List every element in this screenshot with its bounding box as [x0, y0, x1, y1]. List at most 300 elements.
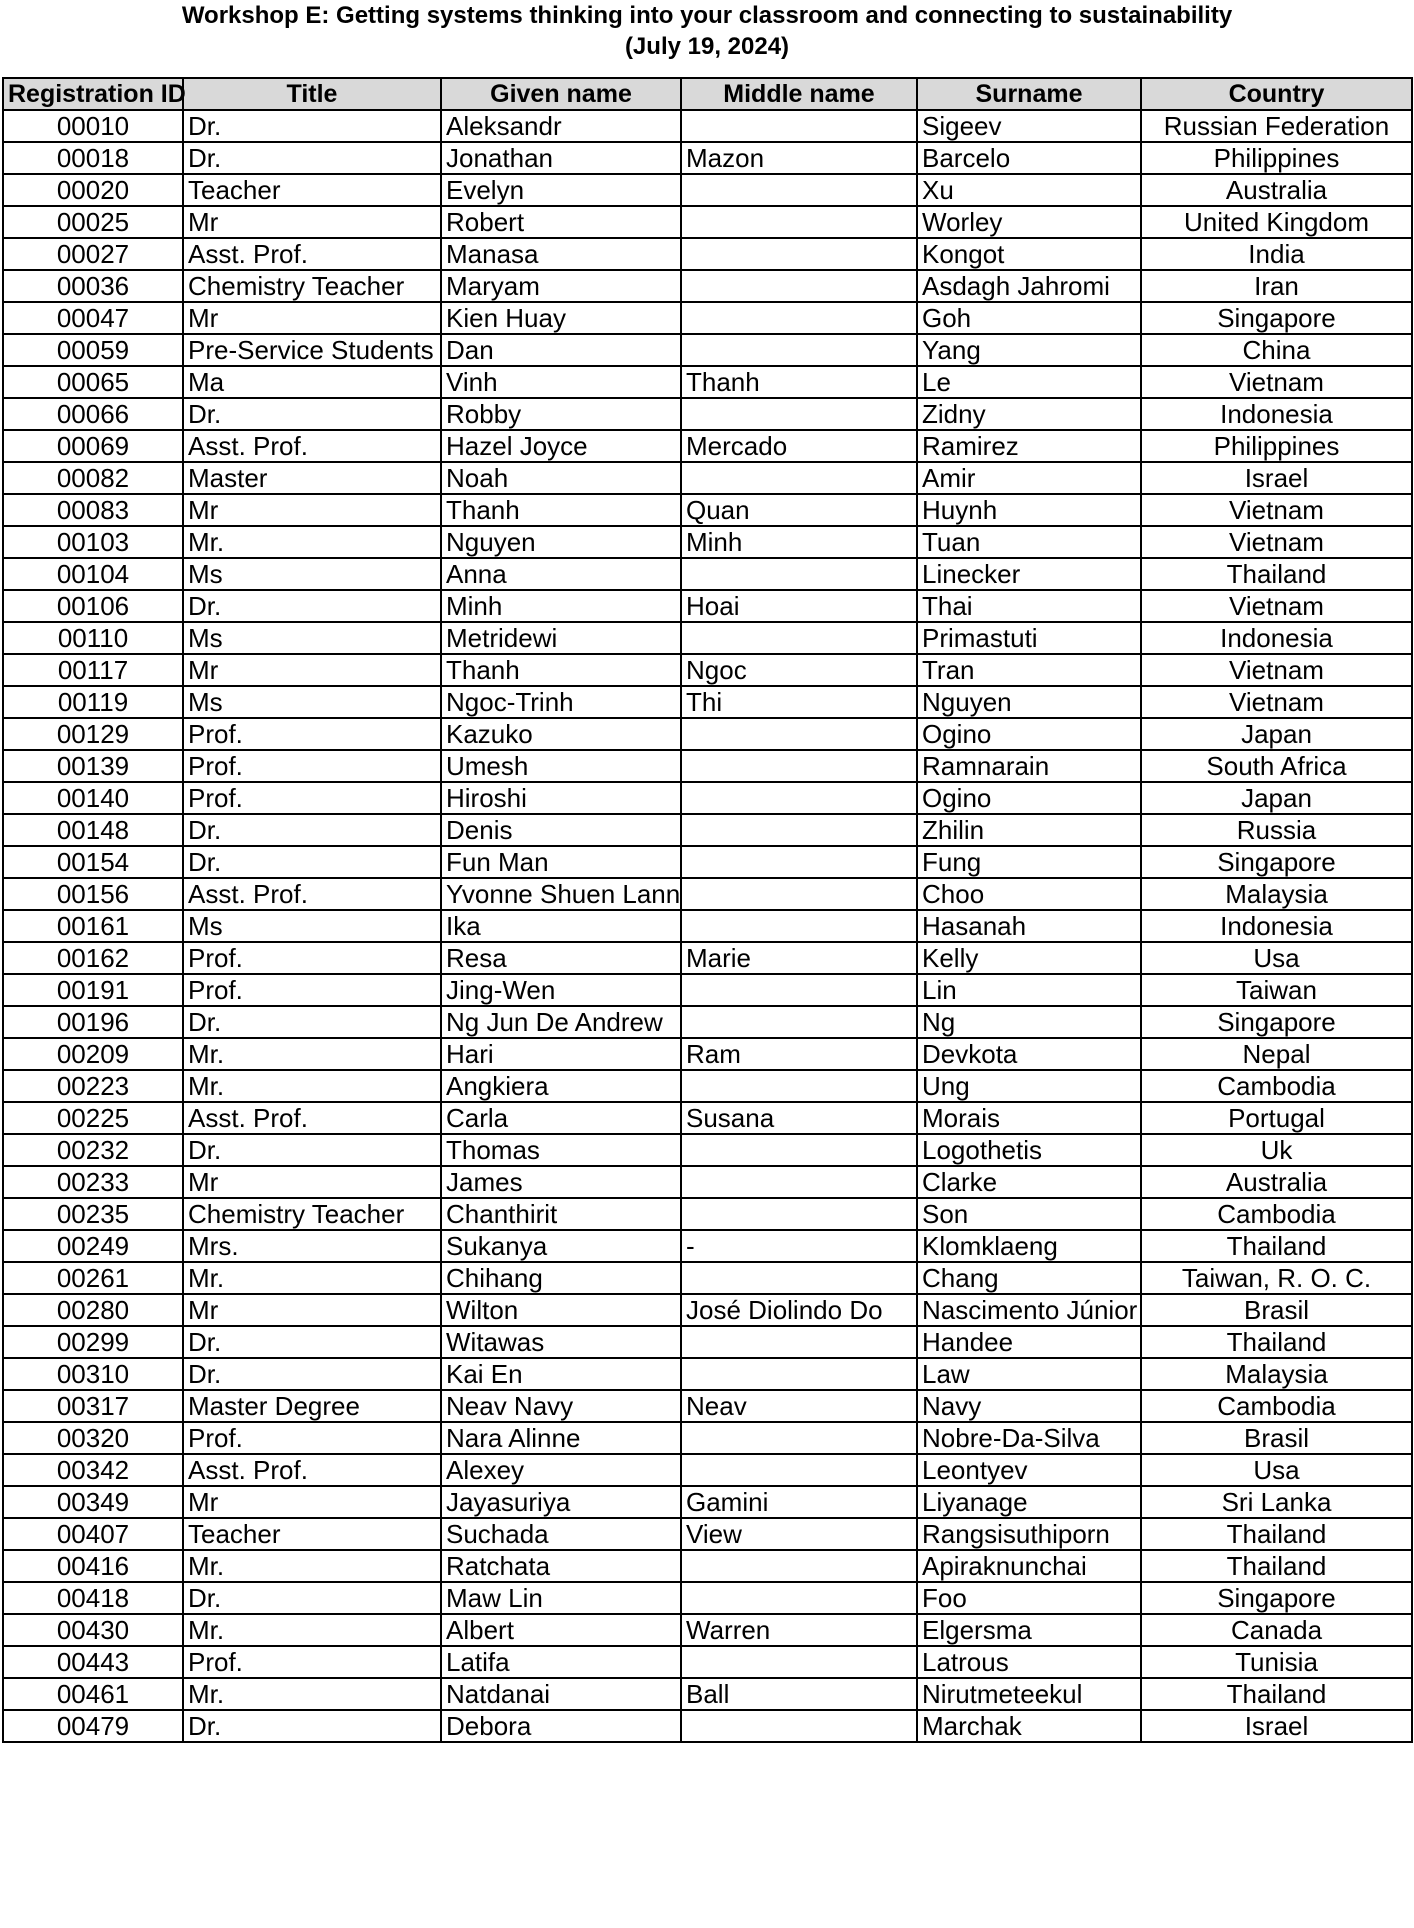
title-cell: Pre-Service Students — [183, 334, 441, 366]
country-cell: Vietnam — [1141, 686, 1412, 718]
given-name-cell: Evelyn — [441, 174, 681, 206]
given-name-cell: Robby — [441, 398, 681, 430]
given-name-cell: Noah — [441, 462, 681, 494]
surname-cell: Nobre-Da-Silva — [917, 1422, 1141, 1454]
table-row — [3, 1390, 1412, 1422]
country-cell: Philippines — [1141, 430, 1412, 462]
registration-id-cell: 00154 — [3, 846, 183, 878]
registration-id-cell: 00018 — [3, 142, 183, 174]
surname-cell: Nguyen — [917, 686, 1141, 718]
country-cell: Indonesia — [1141, 398, 1412, 430]
given-name-cell: Resa — [441, 942, 681, 974]
given-name-cell: Wilton — [441, 1294, 681, 1326]
given-name-cell: Dan — [441, 334, 681, 366]
country-cell: Singapore — [1141, 1582, 1412, 1614]
table-row — [3, 814, 1412, 846]
surname-cell: Klomklaeng — [917, 1230, 1141, 1262]
country-cell: Indonesia — [1141, 622, 1412, 654]
title-cell: Mr. — [183, 1038, 441, 1070]
country-cell: India — [1141, 238, 1412, 270]
country-cell: Thailand — [1141, 558, 1412, 590]
country-cell: China — [1141, 334, 1412, 366]
surname-cell: Fung — [917, 846, 1141, 878]
header-registration-id: Registration ID — [3, 78, 183, 110]
table-row — [3, 1486, 1412, 1518]
middle-name-cell — [681, 1134, 917, 1166]
given-name-cell: Witawas — [441, 1326, 681, 1358]
title-cell: Dr. — [183, 1006, 441, 1038]
middle-name-cell — [681, 270, 917, 302]
middle-name-cell — [681, 814, 917, 846]
middle-name-cell — [681, 1070, 917, 1102]
registration-id-cell: 00083 — [3, 494, 183, 526]
registration-id-cell: 00479 — [3, 1710, 183, 1742]
country-cell: Australia — [1141, 174, 1412, 206]
table-row — [3, 270, 1412, 302]
registration-id-cell: 00162 — [3, 942, 183, 974]
title-cell: Prof. — [183, 942, 441, 974]
surname-cell: Le — [917, 366, 1141, 398]
middle-name-cell: Mazon — [681, 142, 917, 174]
registration-id-cell: 00010 — [3, 110, 183, 142]
given-name-cell: Sukanya — [441, 1230, 681, 1262]
registration-id-cell: 00027 — [3, 238, 183, 270]
given-name-cell: Ngoc-Trinh — [441, 686, 681, 718]
middle-name-cell: Gamini — [681, 1486, 917, 1518]
country-cell: Cambodia — [1141, 1198, 1412, 1230]
registration-id-cell: 00299 — [3, 1326, 183, 1358]
middle-name-cell — [681, 174, 917, 206]
table-row — [3, 1262, 1412, 1294]
surname-cell: Ung — [917, 1070, 1141, 1102]
title-cell: Mr. — [183, 526, 441, 558]
middle-name-cell — [681, 1454, 917, 1486]
registration-id-cell: 00430 — [3, 1614, 183, 1646]
registration-id-cell: 00139 — [3, 750, 183, 782]
surname-cell: Ramirez — [917, 430, 1141, 462]
middle-name-cell: Thanh — [681, 366, 917, 398]
title-cell: Chemistry Teacher — [183, 1198, 441, 1230]
given-name-cell: Neav Navy — [441, 1390, 681, 1422]
table-row — [3, 1550, 1412, 1582]
middle-name-cell — [681, 302, 917, 334]
title-cell: Asst. Prof. — [183, 1454, 441, 1486]
given-name-cell: Thanh — [441, 654, 681, 686]
registration-id-cell: 00020 — [3, 174, 183, 206]
table-row — [3, 1678, 1412, 1710]
country-cell: Vietnam — [1141, 494, 1412, 526]
middle-name-cell: Thi — [681, 686, 917, 718]
title-cell: Prof. — [183, 974, 441, 1006]
registration-id-cell: 00418 — [3, 1582, 183, 1614]
country-cell: Cambodia — [1141, 1390, 1412, 1422]
table-row — [3, 1070, 1412, 1102]
surname-cell: Thai — [917, 590, 1141, 622]
given-name-cell: Ika — [441, 910, 681, 942]
title-cell: Teacher — [183, 1518, 441, 1550]
given-name-cell: Hari — [441, 1038, 681, 1070]
surname-cell: Kelly — [917, 942, 1141, 974]
table-row — [3, 750, 1412, 782]
given-name-cell: Suchada — [441, 1518, 681, 1550]
given-name-cell: Nguyen — [441, 526, 681, 558]
given-name-cell: Latifa — [441, 1646, 681, 1678]
title-cell: Dr. — [183, 1582, 441, 1614]
country-cell: Indonesia — [1141, 910, 1412, 942]
given-name-cell: Fun Man — [441, 846, 681, 878]
table-header — [3, 78, 1412, 110]
table-row — [3, 366, 1412, 398]
registration-id-cell: 00104 — [3, 558, 183, 590]
middle-name-cell: - — [681, 1230, 917, 1262]
middle-name-cell — [681, 110, 917, 142]
country-cell: Canada — [1141, 1614, 1412, 1646]
registration-id-cell: 00407 — [3, 1518, 183, 1550]
country-cell: Philippines — [1141, 142, 1412, 174]
title-cell: Mr. — [183, 1262, 441, 1294]
country-cell: Cambodia — [1141, 1070, 1412, 1102]
title-cell: Prof. — [183, 718, 441, 750]
registration-id-cell: 00161 — [3, 910, 183, 942]
registration-id-cell: 00059 — [3, 334, 183, 366]
registration-id-cell: 00129 — [3, 718, 183, 750]
surname-cell: Ng — [917, 1006, 1141, 1038]
middle-name-cell — [681, 1646, 917, 1678]
surname-cell: Marchak — [917, 1710, 1141, 1742]
middle-name-cell — [681, 878, 917, 910]
surname-cell: Barcelo — [917, 142, 1141, 174]
given-name-cell: Thomas — [441, 1134, 681, 1166]
surname-cell: Lin — [917, 974, 1141, 1006]
table-row — [3, 1326, 1412, 1358]
middle-name-cell: Susana — [681, 1102, 917, 1134]
registration-id-cell: 00065 — [3, 366, 183, 398]
table-row — [3, 142, 1412, 174]
title-cell: Mr — [183, 494, 441, 526]
country-cell: Singapore — [1141, 1006, 1412, 1038]
surname-cell: Son — [917, 1198, 1141, 1230]
table-row — [3, 1006, 1412, 1038]
country-cell: Taiwan — [1141, 974, 1412, 1006]
middle-name-cell: José Diolindo Do — [681, 1294, 917, 1326]
country-cell: Vietnam — [1141, 366, 1412, 398]
country-cell: United Kingdom — [1141, 206, 1412, 238]
title-cell: Ms — [183, 686, 441, 718]
given-name-cell: Nara Alinne — [441, 1422, 681, 1454]
registration-id-cell: 00261 — [3, 1262, 183, 1294]
title-cell: Asst. Prof. — [183, 1102, 441, 1134]
country-cell: Vietnam — [1141, 590, 1412, 622]
table-row — [3, 526, 1412, 558]
surname-cell: Amir — [917, 462, 1141, 494]
registration-id-cell: 00196 — [3, 1006, 183, 1038]
middle-name-cell — [681, 206, 917, 238]
country-cell: Singapore — [1141, 846, 1412, 878]
given-name-cell: Kai En — [441, 1358, 681, 1390]
table-row — [3, 206, 1412, 238]
country-cell: Thailand — [1141, 1518, 1412, 1550]
given-name-cell: Minh — [441, 590, 681, 622]
surname-cell: Ramnarain — [917, 750, 1141, 782]
surname-cell: Tran — [917, 654, 1141, 686]
middle-name-cell — [681, 1710, 917, 1742]
middle-name-cell: Ngoc — [681, 654, 917, 686]
country-cell: Singapore — [1141, 302, 1412, 334]
country-cell: South Africa — [1141, 750, 1412, 782]
registration-table — [2, 77, 1413, 1743]
title-cell: Mr — [183, 1166, 441, 1198]
surname-cell: Morais — [917, 1102, 1141, 1134]
table-row — [3, 590, 1412, 622]
surname-cell: Primastuti — [917, 622, 1141, 654]
registration-id-cell: 00342 — [3, 1454, 183, 1486]
title-cell: Mr — [183, 302, 441, 334]
title-cell: Mr. — [183, 1550, 441, 1582]
table-row — [3, 558, 1412, 590]
given-name-cell: Debora — [441, 1710, 681, 1742]
given-name-cell: Albert — [441, 1614, 681, 1646]
table-row — [3, 1198, 1412, 1230]
title-cell: Dr. — [183, 1134, 441, 1166]
country-cell: Usa — [1141, 942, 1412, 974]
registration-id-cell: 00082 — [3, 462, 183, 494]
registration-id-cell: 00106 — [3, 590, 183, 622]
given-name-cell: Maryam — [441, 270, 681, 302]
given-name-cell: Yvonne Shuen Lann — [441, 878, 681, 910]
table-row — [3, 782, 1412, 814]
table-row — [3, 494, 1412, 526]
surname-cell: Liyanage — [917, 1486, 1141, 1518]
country-cell: Tunisia — [1141, 1646, 1412, 1678]
registration-id-cell: 00069 — [3, 430, 183, 462]
title-cell: Asst. Prof. — [183, 430, 441, 462]
middle-name-cell: Ram — [681, 1038, 917, 1070]
registration-id-cell: 00156 — [3, 878, 183, 910]
table-row — [3, 334, 1412, 366]
surname-cell: Foo — [917, 1582, 1141, 1614]
surname-cell: Sigeev — [917, 110, 1141, 142]
middle-name-cell — [681, 974, 917, 1006]
given-name-cell: Metridewi — [441, 622, 681, 654]
country-cell: Nepal — [1141, 1038, 1412, 1070]
registration-id-cell: 00232 — [3, 1134, 183, 1166]
registration-id-cell: 00223 — [3, 1070, 183, 1102]
title-cell: Ms — [183, 558, 441, 590]
given-name-cell: Chihang — [441, 1262, 681, 1294]
table-row — [3, 398, 1412, 430]
country-cell: Israel — [1141, 462, 1412, 494]
surname-cell: Huynh — [917, 494, 1141, 526]
country-cell: Russia — [1141, 814, 1412, 846]
country-cell: Uk — [1141, 1134, 1412, 1166]
middle-name-cell — [681, 622, 917, 654]
title-cell: Teacher — [183, 174, 441, 206]
title-line-1: Workshop E: Getting systems thinking into your classroom and connecting to sustainability — [181, 2, 1233, 29]
title-cell: Asst. Prof. — [183, 238, 441, 270]
middle-name-cell — [681, 750, 917, 782]
table-row — [3, 686, 1412, 718]
surname-cell: Yang — [917, 334, 1141, 366]
title-cell: Master Degree — [183, 1390, 441, 1422]
surname-cell: Chang — [917, 1262, 1141, 1294]
country-cell: Taiwan, R. O. C. — [1141, 1262, 1412, 1294]
country-cell: Thailand — [1141, 1230, 1412, 1262]
header-row — [3, 78, 1412, 110]
middle-name-cell — [681, 1326, 917, 1358]
title-cell: Dr. — [183, 846, 441, 878]
country-cell: Malaysia — [1141, 878, 1412, 910]
table-row — [3, 1646, 1412, 1678]
header-surname: Surname — [917, 78, 1141, 110]
surname-cell: Apiraknunchai — [917, 1550, 1141, 1582]
table-row — [3, 878, 1412, 910]
table-row — [3, 654, 1412, 686]
table-row — [3, 974, 1412, 1006]
header-country: Country — [1141, 78, 1412, 110]
registration-id-cell: 00280 — [3, 1294, 183, 1326]
surname-cell: Ogino — [917, 718, 1141, 750]
registration-id-cell: 00103 — [3, 526, 183, 558]
table-row — [3, 622, 1412, 654]
middle-name-cell — [681, 1166, 917, 1198]
surname-cell: Xu — [917, 174, 1141, 206]
given-name-cell: Alexey — [441, 1454, 681, 1486]
country-cell: Vietnam — [1141, 526, 1412, 558]
surname-cell: Clarke — [917, 1166, 1141, 1198]
middle-name-cell — [681, 1006, 917, 1038]
title-cell: Ms — [183, 622, 441, 654]
country-cell: Brasil — [1141, 1422, 1412, 1454]
title-cell: Dr. — [183, 590, 441, 622]
title-cell: Mr — [183, 206, 441, 238]
country-cell: Israel — [1141, 1710, 1412, 1742]
given-name-cell: Angkiera — [441, 1070, 681, 1102]
table-row — [3, 1038, 1412, 1070]
middle-name-cell: Neav — [681, 1390, 917, 1422]
registration-id-cell: 00225 — [3, 1102, 183, 1134]
given-name-cell: Hazel Joyce — [441, 430, 681, 462]
middle-name-cell — [681, 238, 917, 270]
table-row — [3, 846, 1412, 878]
table-row — [3, 110, 1412, 142]
document-title — [0, 0, 1414, 62]
given-name-cell: James — [441, 1166, 681, 1198]
table-row — [3, 1102, 1412, 1134]
given-name-cell: Vinh — [441, 366, 681, 398]
title-cell: Mr — [183, 654, 441, 686]
registration-id-cell: 00148 — [3, 814, 183, 846]
surname-cell: Kongot — [917, 238, 1141, 270]
middle-name-cell — [681, 718, 917, 750]
table-row — [3, 238, 1412, 270]
title-cell: Ma — [183, 366, 441, 398]
middle-name-cell — [681, 558, 917, 590]
surname-cell: Navy — [917, 1390, 1141, 1422]
given-name-cell: Maw Lin — [441, 1582, 681, 1614]
registration-id-cell: 00310 — [3, 1358, 183, 1390]
table-row — [3, 718, 1412, 750]
middle-name-cell: Marie — [681, 942, 917, 974]
title-cell: Dr. — [183, 814, 441, 846]
middle-name-cell: Quan — [681, 494, 917, 526]
surname-cell: Linecker — [917, 558, 1141, 590]
table-row — [3, 1134, 1412, 1166]
registration-id-cell: 00209 — [3, 1038, 183, 1070]
middle-name-cell — [681, 1358, 917, 1390]
table-row — [3, 1422, 1412, 1454]
table-row — [3, 1710, 1412, 1742]
surname-cell: Logothetis — [917, 1134, 1141, 1166]
middle-name-cell: Minh — [681, 526, 917, 558]
surname-cell: Goh — [917, 302, 1141, 334]
title-cell: Mr — [183, 1486, 441, 1518]
table-row — [3, 174, 1412, 206]
surname-cell: Nirutmeteekul — [917, 1678, 1141, 1710]
middle-name-cell — [681, 910, 917, 942]
middle-name-cell — [681, 1198, 917, 1230]
given-name-cell: Manasa — [441, 238, 681, 270]
given-name-cell: Hiroshi — [441, 782, 681, 814]
middle-name-cell — [681, 1550, 917, 1582]
surname-cell: Law — [917, 1358, 1141, 1390]
title-cell: Asst. Prof. — [183, 878, 441, 910]
table-row — [3, 430, 1412, 462]
title-cell: Ms — [183, 910, 441, 942]
middle-name-cell — [681, 846, 917, 878]
country-cell: Brasil — [1141, 1294, 1412, 1326]
table-row — [3, 1454, 1412, 1486]
registration-id-cell: 00320 — [3, 1422, 183, 1454]
country-cell: Vietnam — [1141, 654, 1412, 686]
title-cell: Mrs. — [183, 1230, 441, 1262]
registration-id-cell: 00036 — [3, 270, 183, 302]
header-title: Title — [183, 78, 441, 110]
given-name-cell: Kien Huay — [441, 302, 681, 334]
registration-id-cell: 00317 — [3, 1390, 183, 1422]
title-cell: Prof. — [183, 1422, 441, 1454]
country-cell: Thailand — [1141, 1326, 1412, 1358]
given-name-cell: Jing-Wen — [441, 974, 681, 1006]
country-cell: Sri Lanka — [1141, 1486, 1412, 1518]
given-name-cell: Ng Jun De Andrew — [441, 1006, 681, 1038]
surname-cell: Asdagh Jahromi — [917, 270, 1141, 302]
surname-cell: Devkota — [917, 1038, 1141, 1070]
table-row — [3, 1582, 1412, 1614]
table-row — [3, 462, 1412, 494]
registration-id-cell: 00117 — [3, 654, 183, 686]
country-cell: Russian Federation — [1141, 110, 1412, 142]
given-name-cell: Kazuko — [441, 718, 681, 750]
country-cell: Malaysia — [1141, 1358, 1412, 1390]
middle-name-cell — [681, 334, 917, 366]
title-cell: Prof. — [183, 750, 441, 782]
table-row — [3, 910, 1412, 942]
given-name-cell: Anna — [441, 558, 681, 590]
title-cell: Prof. — [183, 1646, 441, 1678]
table-row — [3, 1230, 1412, 1262]
middle-name-cell: View — [681, 1518, 917, 1550]
middle-name-cell — [681, 398, 917, 430]
middle-name-cell: Hoai — [681, 590, 917, 622]
title-cell: Dr. — [183, 1326, 441, 1358]
title-cell: Dr. — [183, 1358, 441, 1390]
registration-id-cell: 00191 — [3, 974, 183, 1006]
middle-name-cell — [681, 1582, 917, 1614]
country-cell: Australia — [1141, 1166, 1412, 1198]
middle-name-cell — [681, 782, 917, 814]
country-cell: Iran — [1141, 270, 1412, 302]
country-cell: Usa — [1141, 1454, 1412, 1486]
